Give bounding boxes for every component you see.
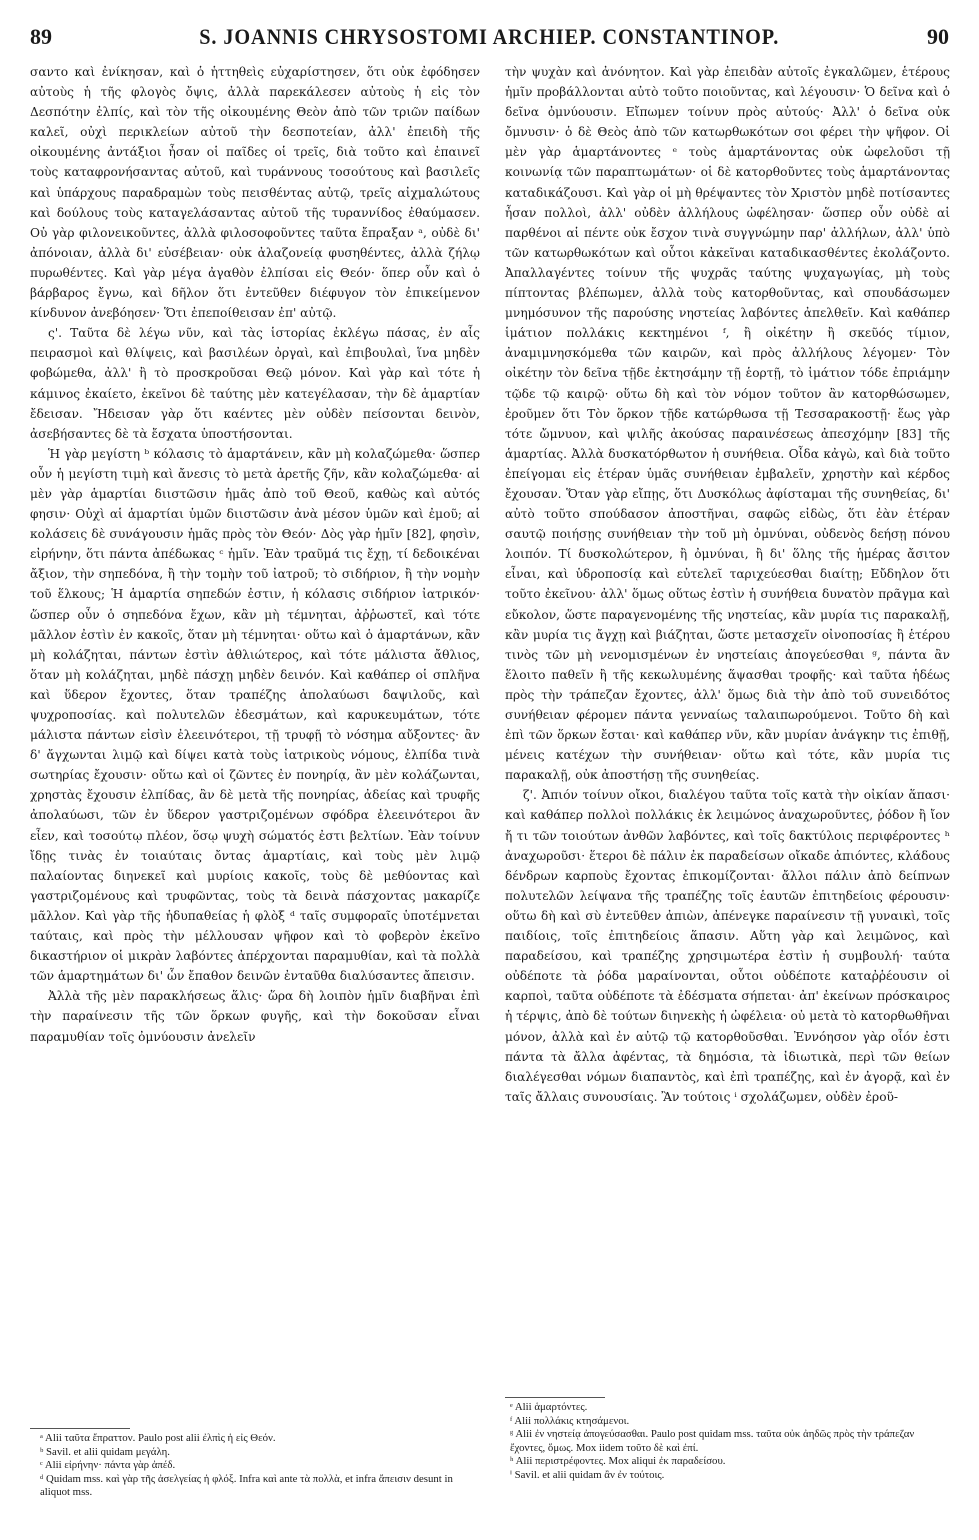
left-text-column [30,62,480,1047]
running-title: S. JOANNIS CHRYSOSTOMI ARCHIEP. CONSTANTINOP. [199,24,780,49]
footnote-d: ᵈ Quidam mss. καὶ γὰρ τῆς ἀσελγείας ἡ φλόξ. Infra καὶ ante τὰ πολλὰ, et infra ἄπεισιν desunt in aliquot mss. [40,1472,453,1499]
right-paragraph-2: ζ'. Ἀπιόν τοίνυν οἴκοι, διαλέγου ταῦτα τοῖς κατὰ τὴν οἰκίαν ἅπασι· καὶ καθάπερ πολλοὶ πολλάκις ἐκ λειμώνος ἀναχωροῦντες, ῥόδον ἢ ἴον ἤ τι τῶν τοιούτων ἀνθῶν λαβόντες, καὶ τοῖς δακτύλοις περιφέροντες ʰ ἀναχωροῦσι· ἕτεροι δὲ πάλιν ἐκ παραδείσων οἴκαδε ἀπιόντες, κλάδους δένδρων καρποὺς ἔχοντας ἐπικομίζονται· ἄλλοι πάλιν ἀπὸ δείπνων πολυτελῶν λείψανα τῆς τραπέζης τοῖς ἑαυτῶν ἐπιτηδείοις φέρουσιν· οὕτω δὴ καὶ σὺ ἐντεῦθεν ἀπιὼν, ἀπένεγκε παραίνεσιν τῇ γυναικὶ, τοῖς παιδίοις, τοῖς ἐπιτηδείοις ἅπασιν. Αὕτη γὰρ καὶ λειμῶνος, καὶ παραδείσου, καὶ τραπέζης χρησιμωτέρα ἐστὶν ἡ συμβουλή· ταύτα οὐδέποτε τὰ ῥόδα μαραίνονται, οὗτοι οὐδέποτε καταῤῥέουσιν οἱ καρποὶ, ταῦτα οὐδέποτε τὰ ἐδέσματα σήπεται· ἀπ' ἐκείνων πρόσκαιρος ἡ τέρψις, ἀπὸ δὲ τούτων διηνεκὴς ἡ ὠφέλεια· οὐ μετὰ τὸ κατορθωθῆναι μόνον, ἀλλὰ καὶ ἐν αὐτῷ τῷ κατορθοῦσθαι. Ἐννόησον γὰρ οἷόν ἐστι πάντα τὰ ἄλλα ἀφέντας, τὰ δημόσια, τὰ ἰδιωτικὰ, περὶ τῶν θείων διαλέγεσθαι νόμων διαπαντὸς, καὶ ἐπὶ τραπέζης, καὶ ἐν ἀγορᾷ, καὶ ἐν ταῖς ἄλλαις συνουσίαις. Ἂν τούτοις ⁱ σχολάζωμεν, οὐδὲν ἐροῦ- [505,788,950,1104]
left-paragraph-2: ς'. Ταῦτα δὲ λέγω νῦν, καὶ τὰς ἱστορίας ἐκλέγω πάσας, ἐν αἷς πειρασμοὶ καὶ θλίψεις, καὶ βασιλέων ὀργαὶ, καὶ ἐπιβουλαὶ, ἵνα μηδὲν φοβώμεθα, ἀλλ' ἢ τὸ προσκροῦσαι Θεῷ μόνον. Καὶ γὰρ καὶ τότε ἡ κάμινος ἐκαίετο, ἐκεῖνοι δὲ ταύτης μὲν κατεγέλασαν, τὴν δὲ ἁμαρτίαν ἔδεισαν. Ἤδεισαν γὰρ ὅτι καέντες μὲν οὐδὲν πείσονται δεινὸν, ἀσεβήσαντες δὲ τὰ ἔσχατα ὑποστήσονται. [30,326,480,441]
footnote-g: ᵍ Alii ἐν νηστείᾳ ἀπογεύσασθαι. Paulo post quidam mss. ταῦτα οὐκ ἀηδῶς πρὸς τὴν τράπεζαν ἔχοντες, ὅμως. Mox iidem τοῦτο δὲ καὶ ἐπί. [510,1428,915,1454]
footnote-a: ᵃ Alii ταῦτα ἔπραττον. Paulo post alii ἐλπὶς ἡ εἰς Θεόν. [40,1432,276,1444]
right-footnote-rule [505,1397,605,1398]
footnote-i: ⁱ Savil. et alii quidam ἂν ἐν τούτοις. [510,1468,665,1481]
right-footnotes [510,1401,945,1483]
left-paragraph-1: σαντο καὶ ἐνίκησαν, καὶ ὁ ἡττηθεὶς εὐχαρίστησεν, ὅτι οὐκ ἐφόδησεν αὐτοὺς ἡ τῆς φλογὸς ὄψις, ἀλλὰ παρεκάλεσεν αὐτοὺς ἡ εἰς τὸν Δεσπότην ἐλπίς, καὶ τὸν τῆς οἰκουμένης Θεὸν ἀπὸ τῶν τριῶν παίδων καλεῖ, οὐχὶ περικλείων αὐτοῦ τὴν δεσποτείαν, ἀλλ' ἐπειδὴ τῆς οἰκουμένης ἀντάξιοι ἦσαν οἱ παῖδες οἱ τρεῖς, διὰ τοῦτο καὶ ἐπαινεῖ τοὺς καταφρονήσαντας αὐτοῦ, καὶ τυράννους τοσούτους καὶ βασιλεῖς καὶ ὑπάρχους παραδραμὼν τοὺς πεισθέντας αὐτῷ, τρεῖς αἰχμαλώτους καὶ δούλους τοὺς καταγελάσαντας αὐτοῦ τῆς τυραννίδος ἐθαύμασεν. Οὐ γὰρ φιλονεικοῦντες, ἀλλὰ φιλοσοφοῦντες ταῦτα ἔπραξαν ᵃ, οὐδὲ δι' ἀπόνοιαν, ἀλλὰ δι' εὐσέβειαν· οὐκ ἀλαζονείᾳ φυσηθέντες, ἀλλὰ ζήλῳ πυρωθέντες. Καὶ γὰρ μέγα ἀγαθὸν ἐλπίσαι εἰς Θεόν· ὅπερ οὖν καὶ ὁ βάρβαρος ἔγνω, καὶ δῆλον ὅτι ἐντεῦθεν διέφυγον τὸν ἐπικείμενον κίνδυνον ἀνεβόησεν· Ὅτι ἐπεποίθεισαν ἐπ' αὐτῷ. [30,65,480,321]
right-page-number: 90 [926,24,949,49]
right-text-column [505,62,950,1107]
left-page-number: 89 [30,24,52,49]
footnote-f: ᶠ Alii πολλάκις κτησάμενοι. [510,1414,630,1427]
right-paragraph-1: τὴν ψυχὰν καὶ ἀνόνητον. Καὶ γὰρ ἐπειδὰν αὐτοῖς ἐγκαλῶμεν, ἑτέρους ἡμῖν προβάλλονται αὐτὸ τοῦτο ποιοῦντας, καὶ λέγουσιν· Ὁ δεῖνα καὶ ὁ δεῖνα ὀμνύουσιν. Εἴπωμεν τοίνυν πρὸς αὐτούς· Ἀλλ' ὁ δεῖνα οὐκ ὄμνυσιν· ὁ δὲ Θεὸς ἀπὸ τῶν κατωρθωκότων σοι φέρει τὴν ψῆφον. Οἱ μὲν γὰρ ἁμαρτάνοντες ᵉ τοὺς ἁμαρτάνοντας οὐκ ὠφελοῦσι τῇ κοινωνίᾳ τῶν παραπτωμάτων· οἱ δὲ κατορθοῦντες τοὺς ἁμαρτάνοντας καταδικάζουσι. Καὶ γὰρ οἱ μὴ θρέψαντες τὸν Χριστὸν μηδὲ ποτίσαντες ἦσαν πολλοὶ, ἀλλ' οὐδὲν ἀλλήλους ὠφέλησαν· ὥσπερ οὖν οὐδὲ αἱ παρθένοι αἱ πέντε οὐκ ἔσχον τινὰ συγγνώμην παρ' ἀλλήλων, ἀλλ' ὑπὸ τῶν κατωρθωκότων καὶ οὗτοι κἀκεῖναι καταδικασθέντες ἐκολάζοντο. Ἀπαλλαγέντες τοίνυν τῆς ψυχρᾶς ταύτης ψυχαγωγίας, μὴ τοὺς πίπτοντας βλέπωμεν, ἀλλὰ τοὺς κατορθοῦντας, καὶ σπουδάσωμεν μνημόσυνον τῆς παρούσης νηστείας λαβόντες ἀπελθεῖν. Καὶ καθάπερ ἱμάτιον πολλάκις κεκτημένοι ᶠ, ἢ οἰκέτην ἢ σκεῦός τίμιον, ἀναμιμνησκόμεθα τῶν καιρῶν, καὶ πρὸς ἀλλήλους λέγομεν· Τὸν οἰκέτην τὸν δεῖνα τῇδε ἐκτησάμην τῇ ἑορτῇ, τὸ ἱμάτιον τόδε ἐπριάμην τῷδε τῷ καιρῷ· οὕτω δὴ καὶ τὸν νόμον τοῦτον ἂν κατορθώσωμεν, ἐροῦμεν ὅτι Τὸν ὅρκον τῇδε κατώρθωσα τῇ Τεσσαρακοστῇ· ἕως γὰρ τότε ὤμνυον, καὶ ψιλῆς ἀκούσας παραινέσεως ἀπεσχόμην [83] τῆς ἁμαρτίας. Ἀλλὰ δυσκατόρθωτον ἡ συνήθεια. Οἶδα κἀγὼ, καὶ διὰ τοῦτο ἐπείγομαι εἰς ἑτέραν ὑμᾶς συνήθειαν ἐμβαλεῖν, χρηστὴν καὶ κέρδος ἔχουσαν. Ὅταν γὰρ εἴπῃς, ὅτι Δυσκόλως ἀφίσταμαι τῆς συνηθείας, δι' αὐτὸ τοῦτο σπούδασον ἀποστῆναι, σαφῶς εἰδὼς, ὅτι ἐὰν ἑτέραν σαυτῷ ποιήσῃς συνήθειαν τὴν τοῦ μὴ ὀμνύναι, οὐδενὸς δεήσῃ πόνου λοιπόν. Τί δυσκολώτερον, ἢ ὀμνύναι, ἢ δι' ὅλης τῆς ἡμέρας ἄσιτον εἶναι, καὶ ὑδροποσίᾳ καὶ εὐτελεῖ ταριχεύεσθαι διαίτῃ; Εὔδηλον ὅτι τοῦτο ἐκεῖνου· ἀλλ' ὅμως οὕτως ἐστὶν ἡ συνήθεια δυνατὸν πρᾶγμα καὶ εὔκολον, ὥστε παραγενομένης τῆς νηστείας, κἂν μυρία τις παρακαλῇ, κἂν μυρία τις ἄγχῃ καὶ βιάζηται, ὥστε μετασχεῖν οἰνοποσίας ἢ ἑτέρου τινὸς τῶν μὴ νενομισμένων ἐν νηστείαις ἀπογεύεσθαι ᵍ, πάντα ἂν ἕλοιτο παθεῖν ἢ τῆς κεκωλυμένης ἅψασθαι τροφῆς· καὶ ταῦτα ἡδέως πρὸς τὴν τράπεζαν ἔχοντες, ἀλλ' ὅμως διὰ τὴν ἀπὸ τοῦ συνειδότος συνήθειαν φέρομεν πάντα γενναίως ταλαιπωρούμενοι. Τοῦτο δὴ καὶ ἐπὶ τῶν ὅρκων ἔσται· καὶ καθάπερ νῦν, κἂν μυρίαν ἀνάγκην τις ἐπιθῇ, μένεις κατέχων τὴν συνήθειαν· οὕτω καὶ τότε, κἂν μυρία τις παρακαλῇ, οὐκ ἀποστήσῃ τῆς συνηθείας. [505,65,950,783]
left-footnotes [40,1432,480,1500]
footnote-b: ᵇ Savil. et alii quidam μεγάλη. [40,1445,170,1458]
left-footnote-rule [30,1428,130,1429]
footnote-h: ʰ Alii περιστρέφοντες. Mox aliqui ἐκ παραδείσου. [510,1455,726,1468]
left-paragraph-4: Ἀλλὰ τῆς μὲν παρακλήσεως ἅλις· ὥρα δὴ λοιπὸν ἡμῖν διαβῆναι ἐπὶ τὴν παραίνεσιν τῆς τῶν ὅρκων φυγῆς, καὶ τὴν δοκοῦσαν εἶναι παραμυθίαν τοῖς ὀμνύουσιν ἀνελεῖν [30,989,480,1044]
running-header [30,20,949,54]
footnote-c: ᶜ Alii εἰρήνην· πάντα γὰρ ἀπέδ. [40,1459,176,1472]
left-paragraph-3: Ἡ γὰρ μεγίστη ᵇ κόλασις τὸ ἁμαρτάνειν, κἂν μὴ κολαζώμεθα· ὥσπερ οὖν ἡ μεγίστη τιμὴ καὶ ἄνεσις τὸ μετὰ ἀρετῆς ζῆν, κἂν κολαζώμεθα· αἱ μὲν γὰρ ἁμαρτίαι διιστῶσιν ἡμᾶς ἀπὸ τοῦ Θεοῦ, καθὼς καὶ αὐτός φησιν· Οὐχὶ αἱ ἁμαρτίαι ὑμῶν διιστῶσιν ἀνὰ μέσον ὑμῶν καὶ ἐμοῦ; αἱ κολάσεις δὲ συνάγουσιν ἡμᾶς πρὸς τὸν Θεόν· Δὸς γὰρ ἡμῖν [82], φησὶν, εἰρήνην, ὅτι πάντα ἀπέδωκας ᶜ ἡμῖν. Ἐὰν τραῦμά τις ἔχῃ, τί δεδοικέναι ἄξιον, τὴν σηπεδόνα, ἢ τὴν τομὴν τοῦ ἰατροῦ; τὸ σιδήριον, ἢ τὴν νομὴν τοῦ ἕλκους; Ἡ ἁμαρτία σηπεδών ἐστιν, ἡ κόλασις σιδήριον ἰατρικόν· ὥσπερ οὖν ὁ σηπεδόνα ἔχων, κἂν μὴ τέμνηται, ἀῤῥωστεῖ, καὶ τότε μᾶλλον ἐστὶν ἐν κακοῖς, ὅταν μὴ τέμνηται· οὕτω καὶ ὁ ἁμαρτάνων, κἂν μὴ κολάζηται, πάντων ἐστὶν ἀθλιώτερος, καὶ τότε μάλιστα ἄθλιος, ὅταν μὴ κολάζηται, μηδὲ πάσχῃ μηδὲν δεινόν. Καὶ καθάπερ οἱ σπλῆνα καὶ ὕδερον ἔχοντες, ὅταν τραπέζης ἀπολαύωσι δαψιλοῦς, καὶ ψυχροποσίας. καὶ πολυτελῶν ἐδεσμάτων, καὶ καρυκευμάτων, τότε μάλιστα πάντων εἰσὶν ἐλεεινότεροι, τῇ τρυφῇ τὸ νόσημα αὔξοντες· ἂν δ' ἄγχωνται λιμῷ καὶ δίψει κατὰ τοὺς ἰατρικοὺς νόμους, ἐλπίδα τινὰ σωτηρίας ἔχουσιν· οὕτω καὶ οἱ ζῶντες ἐν πονηρίᾳ, ἂν μὲν κολάζωνται, χρηστὰς ἔχουσιν ἐλπίδας, ἂν δὲ μετὰ τῆς πονηρίας, ἀδείας καὶ τρυφῆς ἀπολαύωσι, τῶν ἐν ὕδερον γαστριζομένων σφόδρα ἐλεεινότεροι ἂν εἶεν, καὶ τοσούτῳ πλέον, ὅσῳ ψυχὴ σώματός ἐστι βελτίων. Ἐὰν τοίνυν ἴδῃς τινὰς ἐν τοιαύταις ὄντας ἁμαρτίαις, καὶ τοὺς μὲν λιμῷ παλαίοντας διηνεκεῖ καὶ μυρίοις κακοῖς, τοὺς δὲ μεθύοντας καὶ γαστριζομένους καὶ τρυφῶντας, τοὺς τὰ δεινὰ πάσχοντας μακαρίζε μᾶλλον. Καὶ γὰρ τῆς ἡδυπαθείας ἡ φλὸξ ᵈ ταῖς συμφοραῖς ὑποτέμνεται ταύταις, καὶ πρὸς τὴν μέλλουσαν ψῆφον καὶ τὸ φοβερὸν ἐκεῖνο δικαστήριον οἱ μικρὰν λαβόντες ἀπέρχονται παραμυθίαν, καὶ τὰ πολλὰ τῶν ἁμαρτημάτων δι' ὧν ἔπαθον δεινῶν ἐνταῦθα διαλύσαντες ἄπεισιν. [30,446,480,984]
footnote-e: ᵉ Alii ἁμαρτόντες. [510,1401,588,1413]
